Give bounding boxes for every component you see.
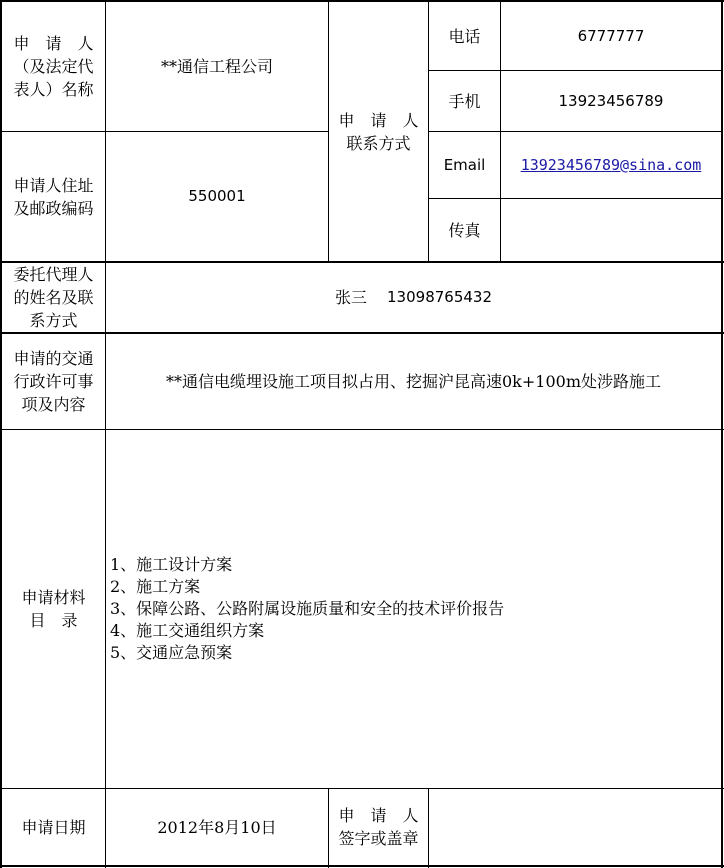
date-label: 申请日期: [21, 817, 86, 837]
materials-list-cell: [106, 430, 721, 788]
grid-line: [0, 865, 724, 867]
phone-label: 电话: [448, 26, 481, 46]
materials-item: 3、保障公路、公路附属设施质量和安全的技术评价报告: [110, 599, 505, 618]
materials-label: 申请材料 目 录: [21, 588, 86, 630]
permit-label: 申请的交通 行政许可事 项及内容: [13, 349, 94, 414]
mobile-value: 13923456789: [558, 91, 664, 110]
agent-name: 张三: [335, 288, 368, 307]
date-value: 2012年8月10日: [157, 817, 277, 837]
email-label: Email: [443, 155, 486, 174]
materials-list: [110, 554, 504, 664]
materials-item: 2、施工方案: [110, 577, 201, 596]
applicant-label: 申 请 人 （及法定代 表人）名称: [13, 34, 94, 99]
mobile-label: 手机: [448, 91, 481, 111]
materials-item: 4、施工交通组织方案: [110, 621, 265, 640]
agent-phone: 13098765432: [387, 288, 492, 306]
phone-value: 6777777: [577, 26, 645, 45]
applicant-value: **通信工程公司: [160, 57, 273, 76]
materials-item: 5、交通应急预案: [110, 643, 233, 662]
fax-label: 传真: [448, 220, 481, 240]
agent-label: 委托代理人 的姓名及联 系方式: [13, 265, 94, 330]
email-link[interactable]: 13923456789@sina.com: [520, 155, 702, 174]
agent-value: [106, 263, 721, 332]
email-cell: [501, 132, 721, 198]
address-label: 申请人住址 及邮政编码: [13, 175, 94, 218]
materials-item: 1、施工设计方案: [110, 555, 233, 574]
signature-label: 申 请 人 签字或盖章: [338, 806, 419, 848]
contact-label: 申 请 人 联系方式: [338, 110, 419, 153]
address-value: 550001: [188, 187, 246, 205]
signature-value: [429, 789, 721, 865]
fax-value: [501, 199, 721, 261]
permit-value: **通信电缆埋设施工项目拟占用、挖掘沪昆高速0k+100m处涉路施工: [166, 372, 661, 391]
